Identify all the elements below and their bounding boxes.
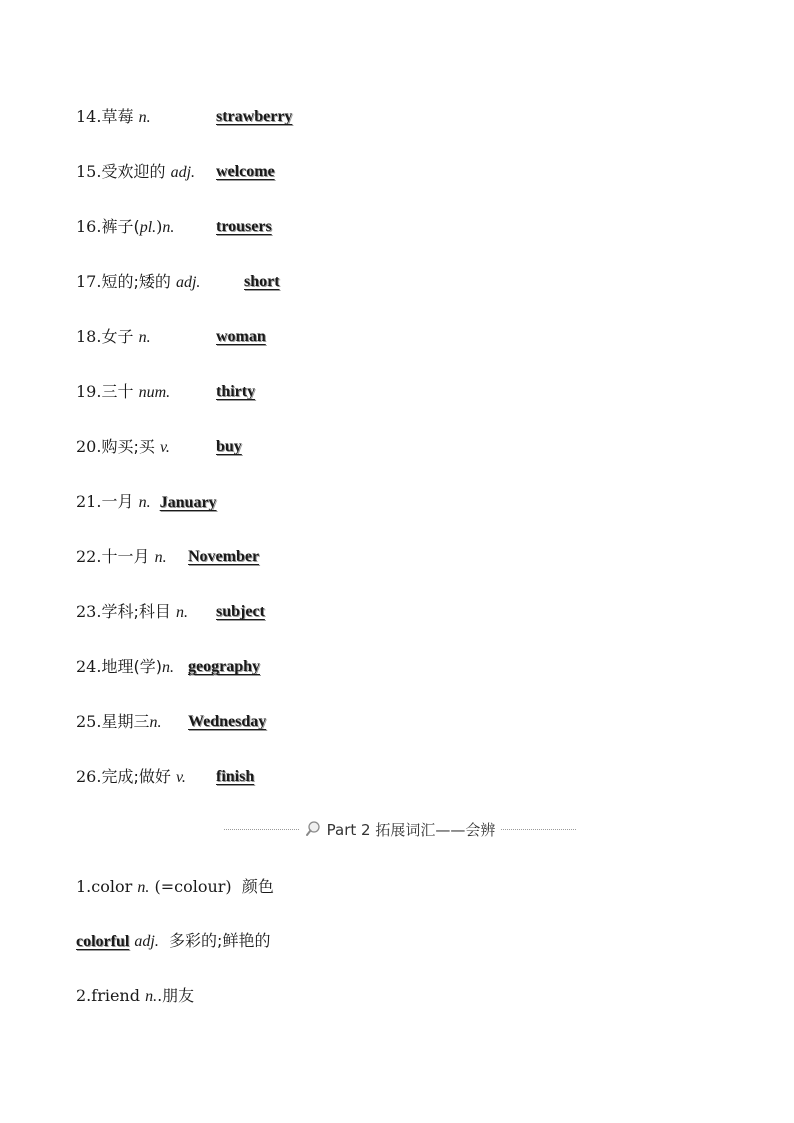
answer-word: trousers xyxy=(216,218,272,235)
chinese-meaning: 裤子( xyxy=(101,217,140,236)
part-of-speech: n. xyxy=(175,604,188,621)
item-number: 16. xyxy=(76,217,102,236)
part-of-speech: adj. xyxy=(175,274,201,291)
part2-item-2 xyxy=(76,985,194,1007)
vocab-row-22 xyxy=(76,546,260,568)
item-number: 2. xyxy=(76,986,92,1005)
part-of-speech: n. xyxy=(149,714,162,731)
item-number: 23. xyxy=(76,602,102,621)
part-of-speech: v. xyxy=(159,439,170,456)
answer-word: woman xyxy=(216,328,266,345)
part-of-speech: n. xyxy=(137,879,150,896)
chinese-meaning: 多彩的;鲜艳的 xyxy=(169,931,271,950)
answer-word: strawberry xyxy=(216,108,293,125)
part-of-speech: adj. xyxy=(134,933,159,950)
divider-left xyxy=(224,829,299,830)
part-of-speech: n. xyxy=(145,988,158,1005)
answer-word: geography xyxy=(188,658,260,675)
answer-word: January xyxy=(159,494,217,511)
answer-word: buy xyxy=(216,438,242,455)
part-of-speech: n. xyxy=(138,109,151,126)
vocab-row-19 xyxy=(76,381,256,403)
answer-word: subject xyxy=(216,603,265,620)
item-number: 25. xyxy=(76,712,102,731)
part-of-speech: n. xyxy=(161,659,174,676)
part-of-speech: v. xyxy=(175,769,186,786)
answer-word: finish xyxy=(216,768,255,785)
chinese-meaning: .朋友 xyxy=(157,986,195,1005)
part-of-speech: n. xyxy=(162,219,175,236)
answer-word: Wednesday xyxy=(188,713,267,730)
item-number: 18. xyxy=(76,327,102,346)
part2-item-1b xyxy=(76,930,270,952)
magnifier-icon xyxy=(305,820,323,838)
item-number: 15. xyxy=(76,162,102,181)
chinese-meaning: 受欢迎的 xyxy=(101,162,166,181)
item-number: 1. xyxy=(76,877,92,896)
answer-word: short xyxy=(244,273,280,290)
part-of-speech: num. xyxy=(138,384,171,401)
vocab-row-21 xyxy=(76,491,217,513)
vocab-row-17 xyxy=(76,271,280,293)
word-note: (=colour) xyxy=(154,877,232,896)
answer-word: colorful xyxy=(76,933,130,950)
item-number: 22. xyxy=(76,547,102,566)
item-number: 20. xyxy=(76,437,102,456)
chinese-meaning: 草莓 xyxy=(101,107,134,126)
chinese-meaning: 购买;买 xyxy=(101,437,155,456)
section-title-group xyxy=(303,819,498,840)
part-of-speech-plural: pl. xyxy=(139,219,157,236)
section-header xyxy=(220,818,580,840)
part-of-speech: adj. xyxy=(170,164,196,181)
item-number: 17. xyxy=(76,272,102,291)
answer-word: thirty xyxy=(216,383,256,400)
chinese-meaning: 完成;做好 xyxy=(101,767,171,786)
vocab-row-23 xyxy=(76,601,265,623)
chinese-meaning: 一月 xyxy=(101,492,134,511)
vocab-row-20 xyxy=(76,436,242,458)
paren-close: ) xyxy=(156,217,163,236)
chinese-meaning: 女子 xyxy=(101,327,134,346)
vocab-row-26 xyxy=(76,766,255,788)
vocab-row-24 xyxy=(76,656,260,678)
part-of-speech: n. xyxy=(138,329,151,346)
part-of-speech: n. xyxy=(138,494,151,511)
chinese-meaning: 三十 xyxy=(101,382,134,401)
vocab-row-14 xyxy=(76,106,293,128)
vocab-row-15 xyxy=(76,161,275,183)
answer-word: welcome xyxy=(216,163,275,180)
answer-word: November xyxy=(188,548,260,565)
item-number: 24. xyxy=(76,657,102,676)
item-number: 14. xyxy=(76,107,102,126)
part2-item-1 xyxy=(76,876,274,898)
chinese-meaning: 地理(学) xyxy=(101,657,162,676)
chinese-meaning: 十一月 xyxy=(101,547,150,566)
vocab-row-16 xyxy=(76,216,272,238)
chinese-meaning: 学科;科目 xyxy=(101,602,171,621)
divider-right xyxy=(501,829,576,830)
chinese-meaning: 星期三 xyxy=(101,712,150,731)
vocab-row-25 xyxy=(76,711,267,733)
word: friend xyxy=(91,986,140,1005)
chinese-meaning: 颜色 xyxy=(241,877,274,896)
word: color xyxy=(91,877,133,896)
part-of-speech: n. xyxy=(154,549,167,566)
item-number: 21. xyxy=(76,492,102,511)
section-title: Part 2 拓展词汇——会辨 xyxy=(326,820,496,839)
item-number: 19. xyxy=(76,382,102,401)
chinese-meaning: 短的;矮的 xyxy=(101,272,171,291)
vocab-row-18 xyxy=(76,326,266,348)
item-number: 26. xyxy=(76,767,102,786)
